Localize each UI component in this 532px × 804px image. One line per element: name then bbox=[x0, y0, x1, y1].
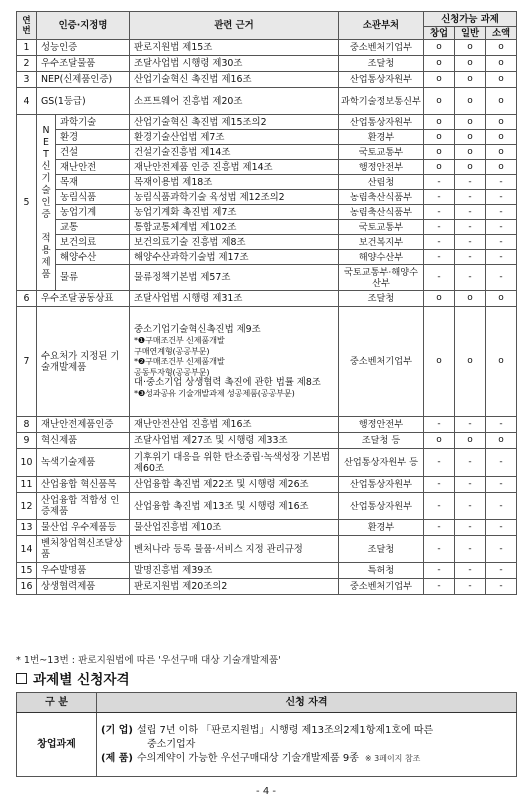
mark-small: o bbox=[486, 307, 517, 417]
row-basis: 환경기술산업법 제7조 bbox=[130, 130, 339, 145]
net-label-char: 술 bbox=[41, 184, 51, 196]
mark-small: - bbox=[486, 520, 517, 536]
mark-general: - bbox=[455, 220, 486, 235]
row-basis: 산업기술혁신 촉진법 제15조의2 bbox=[130, 115, 339, 130]
table-row bbox=[17, 190, 517, 205]
row-name: 우수조달공동상표 bbox=[37, 291, 130, 307]
table-row bbox=[17, 449, 517, 477]
company-text-cont: 중소기업자 bbox=[147, 738, 196, 750]
row-basis: 조달사업법 시행령 제30조 bbox=[130, 56, 339, 72]
page-number: - 4 - bbox=[256, 786, 276, 797]
mark-small: - bbox=[486, 175, 517, 190]
mark-small: o bbox=[486, 145, 517, 160]
row-dept: 환경부 bbox=[339, 130, 424, 145]
mark-startup: - bbox=[424, 563, 455, 579]
mark-startup: - bbox=[424, 265, 455, 291]
net-field: 농림식품 bbox=[56, 190, 130, 205]
product-tag: (제 품) bbox=[101, 752, 133, 764]
mark-startup: - bbox=[424, 477, 455, 493]
checkbox-square-icon bbox=[16, 673, 27, 684]
table-row bbox=[17, 307, 517, 417]
table-row bbox=[17, 520, 517, 536]
mark-startup: - bbox=[424, 417, 455, 433]
basis-main2: 대·중소기업 상생협력 촉진에 관한 법률 제8조 bbox=[134, 377, 321, 389]
mark-small: - bbox=[486, 220, 517, 235]
row-no: 12 bbox=[17, 493, 37, 520]
net-field: 환경 bbox=[56, 130, 130, 145]
row-dept: 산림청 bbox=[339, 175, 424, 190]
row-no: 7 bbox=[17, 307, 37, 417]
row-no: 10 bbox=[17, 449, 37, 477]
net-label-char: 용 bbox=[41, 244, 51, 256]
mark-small: - bbox=[486, 250, 517, 265]
row-basis: 건설기술진흥법 제14조 bbox=[130, 145, 339, 160]
mark-small: - bbox=[486, 205, 517, 220]
net-label-char: 품 bbox=[41, 268, 51, 280]
mark-startup: - bbox=[424, 536, 455, 563]
table-row bbox=[17, 205, 517, 220]
row-no: 8 bbox=[17, 417, 37, 433]
table-footnote: * 1번~13번 : 판로지원법에 따른 '우선구매 대상 기술개발제품' bbox=[16, 655, 281, 666]
table-row bbox=[17, 88, 517, 115]
row-dept: 행정안전부 bbox=[339, 417, 424, 433]
row-name: 산업융합 적합성 인증제품 bbox=[37, 493, 130, 520]
row-dept: 환경부 bbox=[339, 520, 424, 536]
net-field: 교통 bbox=[56, 220, 130, 235]
mark-general: - bbox=[455, 190, 486, 205]
mark-small: o bbox=[486, 115, 517, 130]
row-dept: 과학기술정보통신부 bbox=[339, 88, 424, 115]
basis-sub1: *❶구매조건부 신제품개발 bbox=[134, 335, 225, 346]
table-row bbox=[17, 250, 517, 265]
mark-startup: - bbox=[424, 449, 455, 477]
mark-startup: - bbox=[424, 190, 455, 205]
row-dept: 행정안전부 bbox=[339, 160, 424, 175]
mark-startup: o bbox=[424, 72, 455, 88]
mark-small: - bbox=[486, 235, 517, 250]
net-label-char: 인 bbox=[41, 196, 51, 208]
row-dept: 국토교통부 bbox=[339, 220, 424, 235]
mark-general: - bbox=[455, 563, 486, 579]
row-dept: 보건복지부 bbox=[339, 235, 424, 250]
net-vertical-label bbox=[37, 115, 56, 291]
table-row bbox=[17, 56, 517, 72]
row-dept: 국토교통부·해양수산부 bbox=[339, 265, 424, 291]
table-row bbox=[17, 579, 517, 595]
mark-startup: - bbox=[424, 235, 455, 250]
net-field: 보건의료 bbox=[56, 235, 130, 250]
row-dept: 중소벤처기업부 bbox=[339, 40, 424, 56]
mark-small: o bbox=[486, 130, 517, 145]
section-title: 과제별 신청자격 bbox=[33, 672, 130, 688]
row-basis: 산업기술혁신 촉진법 제16조 bbox=[130, 72, 339, 88]
header-eligibility: 신청 자격 bbox=[97, 693, 517, 713]
mark-general: o bbox=[455, 72, 486, 88]
row-basis: 재난안전제품 인증 진흥법 제14조 bbox=[130, 160, 339, 175]
row-dept: 조달청 bbox=[339, 291, 424, 307]
eligibility-cell bbox=[97, 713, 517, 777]
net-label-char: 기 bbox=[41, 172, 51, 184]
section-heading bbox=[16, 668, 130, 688]
table-row bbox=[17, 433, 517, 449]
product-note: ※ 3페이지 참조 bbox=[364, 753, 421, 763]
mark-general: - bbox=[455, 536, 486, 563]
mark-general: o bbox=[455, 115, 486, 130]
mark-general: o bbox=[455, 307, 486, 417]
row-no: 15 bbox=[17, 563, 37, 579]
row-dept: 농림축산식품부 bbox=[339, 190, 424, 205]
net-field: 재난안전 bbox=[56, 160, 130, 175]
company-tag: (기 업) bbox=[101, 724, 133, 736]
row-basis: 보건의료기술 진흥법 제8조 bbox=[130, 235, 339, 250]
row-basis: 물산업진흥법 제10조 bbox=[130, 520, 339, 536]
certification-table bbox=[16, 11, 517, 595]
row-name: 혁신제품 bbox=[37, 433, 130, 449]
row-name: 재난안전제품인증 bbox=[37, 417, 130, 433]
row-dept: 산업통상자원부 bbox=[339, 115, 424, 130]
row-basis: 목재이용법 제18조 bbox=[130, 175, 339, 190]
mark-general: - bbox=[455, 520, 486, 536]
net-field: 해양수산 bbox=[56, 250, 130, 265]
mark-general: - bbox=[455, 579, 486, 595]
row-no: 14 bbox=[17, 536, 37, 563]
row-no: 6 bbox=[17, 291, 37, 307]
row-name: 벤처창업혁신조달상품 bbox=[37, 536, 130, 563]
row-dept: 중소벤처기업부 bbox=[339, 579, 424, 595]
mark-general: o bbox=[455, 130, 486, 145]
mark-small: o bbox=[486, 160, 517, 175]
row-name: 성능인증 bbox=[37, 40, 130, 56]
mark-small: - bbox=[486, 493, 517, 520]
table-row bbox=[17, 115, 517, 130]
table-row bbox=[17, 235, 517, 250]
table-row bbox=[17, 493, 517, 520]
mark-general: o bbox=[455, 88, 486, 115]
net-label-char: T bbox=[43, 148, 49, 160]
row-basis: 통합교통체계법 제102조 bbox=[130, 220, 339, 235]
row-name: 상생협력제품 bbox=[37, 579, 130, 595]
mark-startup: - bbox=[424, 520, 455, 536]
basis-sub1b: 구매연계형(공공부문) bbox=[134, 345, 210, 356]
mark-startup: - bbox=[424, 493, 455, 520]
category-cell: 창업과제 bbox=[17, 713, 97, 777]
mark-startup: - bbox=[424, 579, 455, 595]
row-name: NEP(신제품인증) bbox=[37, 72, 130, 88]
row-basis: 소프트웨어 진흥법 제20조 bbox=[130, 88, 339, 115]
row-dept: 조달청 등 bbox=[339, 433, 424, 449]
mark-small: o bbox=[486, 40, 517, 56]
row-basis: 조달사업법 제27조 및 시행령 제33조 bbox=[130, 433, 339, 449]
header-startup: 창업 bbox=[424, 27, 455, 40]
row-name: 수요처가 지정된 기술개발제품 bbox=[37, 307, 130, 417]
table-row bbox=[17, 220, 517, 235]
table-row bbox=[17, 130, 517, 145]
net-field: 물류 bbox=[56, 265, 130, 291]
mark-small: - bbox=[486, 536, 517, 563]
table-row bbox=[17, 265, 517, 291]
row-no: 9 bbox=[17, 433, 37, 449]
row-basis: 농업기계화 촉진법 제7조 bbox=[130, 205, 339, 220]
row-no: 3 bbox=[17, 72, 37, 88]
table-row bbox=[17, 40, 517, 56]
mark-general: - bbox=[455, 493, 486, 520]
table-row bbox=[17, 417, 517, 433]
mark-small: - bbox=[486, 190, 517, 205]
header-eligible: 신청가능 과제 bbox=[424, 12, 517, 27]
row-name: 산업융합 혁신품목 bbox=[37, 477, 130, 493]
net-label-gap bbox=[39, 221, 53, 233]
row-name: 우수조달물품 bbox=[37, 56, 130, 72]
row-dept: 조달청 bbox=[339, 56, 424, 72]
row-basis: 벤처나라 등록 물품·서비스 지정 관리규정 bbox=[130, 536, 339, 563]
mark-startup: o bbox=[424, 433, 455, 449]
table-row bbox=[17, 145, 517, 160]
mark-general: - bbox=[455, 449, 486, 477]
row-basis: 기후위기 대응을 위한 탄소중립·녹색성장 기본법 제60조 bbox=[130, 449, 339, 477]
mark-general: o bbox=[455, 40, 486, 56]
row-no: 4 bbox=[17, 88, 37, 115]
row-basis: 해양수산과학기술법 제17조 bbox=[130, 250, 339, 265]
mark-startup: - bbox=[424, 220, 455, 235]
mark-small: o bbox=[486, 88, 517, 115]
row-name: 우수발명품 bbox=[37, 563, 130, 579]
row-no: 2 bbox=[17, 56, 37, 72]
mark-general: - bbox=[455, 250, 486, 265]
table-row bbox=[17, 160, 517, 175]
mark-startup: o bbox=[424, 115, 455, 130]
mark-startup: o bbox=[424, 160, 455, 175]
row-no: 5 bbox=[17, 115, 37, 291]
header-dept: 소관부처 bbox=[339, 12, 424, 40]
company-text: 설립 7년 이하 「판로지원법」시행령 제13조의2제1항제1호에 따른 bbox=[136, 724, 434, 736]
header-cert: 인증·지정명 bbox=[37, 12, 130, 40]
row7-basis bbox=[130, 307, 339, 417]
row-basis: 물류정책기본법 제57조 bbox=[130, 265, 339, 291]
header-basis: 관련 근거 bbox=[130, 12, 339, 40]
mark-startup: o bbox=[424, 130, 455, 145]
mark-small: o bbox=[486, 72, 517, 88]
net-label-char: 적 bbox=[41, 232, 51, 244]
row-dept: 특허청 bbox=[339, 563, 424, 579]
mark-general: o bbox=[455, 160, 486, 175]
mark-startup: - bbox=[424, 250, 455, 265]
row-no: 13 bbox=[17, 520, 37, 536]
mark-small: - bbox=[486, 417, 517, 433]
net-label-char: 신 bbox=[41, 160, 51, 172]
mark-general: - bbox=[455, 417, 486, 433]
mark-general: - bbox=[455, 477, 486, 493]
basis-sub3: *❸성과공유 기술개발과제 성공제품(공공부문) bbox=[134, 388, 295, 399]
mark-small: o bbox=[486, 433, 517, 449]
net-label-char: 제 bbox=[41, 256, 51, 268]
row-basis: 발명진흥법 제39조 bbox=[130, 563, 339, 579]
mark-small: o bbox=[486, 56, 517, 72]
row-basis: 재난안전산업 진흥법 제16조 bbox=[130, 417, 339, 433]
mark-small: o bbox=[486, 291, 517, 307]
table-row bbox=[17, 563, 517, 579]
basis-sub2b: 공동투자형(공공부문) bbox=[134, 366, 210, 377]
row-dept: 조달청 bbox=[339, 536, 424, 563]
net-label-char: N bbox=[42, 124, 50, 136]
mark-general: o bbox=[455, 291, 486, 307]
eligibility-table bbox=[16, 692, 517, 777]
header-small: 소액 bbox=[486, 27, 517, 40]
row-dept: 산업통상자원부 등 bbox=[339, 449, 424, 477]
row-name: GS(1등급) bbox=[37, 88, 130, 115]
row-basis: 판로지원법 제20조의2 bbox=[130, 579, 339, 595]
mark-startup: o bbox=[424, 307, 455, 417]
mark-startup: - bbox=[424, 205, 455, 220]
row-dept: 산업통상자원부 bbox=[339, 477, 424, 493]
mark-general: - bbox=[455, 175, 486, 190]
mark-startup: o bbox=[424, 40, 455, 56]
header-category: 구 분 bbox=[17, 693, 97, 713]
net-label-char: 증 bbox=[41, 208, 51, 220]
mark-general: - bbox=[455, 235, 486, 250]
table-row bbox=[17, 477, 517, 493]
row-dept: 중소벤처기업부 bbox=[339, 307, 424, 417]
eligibility-line-product bbox=[101, 752, 512, 766]
row-basis: 조달사업법 시행령 제31조 bbox=[130, 291, 339, 307]
table-row bbox=[17, 291, 517, 307]
mark-small: - bbox=[486, 477, 517, 493]
row-basis: 산업융합 촉진법 제22조 및 시행령 제26조 bbox=[130, 477, 339, 493]
mark-startup: - bbox=[424, 175, 455, 190]
net-field: 목재 bbox=[56, 175, 130, 190]
net-field: 과학기술 bbox=[56, 115, 130, 130]
row-name: 녹색기술제품 bbox=[37, 449, 130, 477]
row-dept: 해양수산부 bbox=[339, 250, 424, 265]
header-no: 연번 bbox=[17, 12, 37, 40]
mark-general: o bbox=[455, 145, 486, 160]
table-row bbox=[17, 536, 517, 563]
mark-startup: o bbox=[424, 56, 455, 72]
row-no: 11 bbox=[17, 477, 37, 493]
mark-startup: o bbox=[424, 145, 455, 160]
row-dept: 산업통상자원부 bbox=[339, 493, 424, 520]
mark-small: - bbox=[486, 449, 517, 477]
mark-startup: o bbox=[424, 88, 455, 115]
mark-small: - bbox=[486, 265, 517, 291]
mark-general: o bbox=[455, 56, 486, 72]
net-field: 농업기계 bbox=[56, 205, 130, 220]
mark-small: - bbox=[486, 579, 517, 595]
table-row bbox=[17, 72, 517, 88]
mark-small: - bbox=[486, 563, 517, 579]
row-no: 1 bbox=[17, 40, 37, 56]
header-general: 일반 bbox=[455, 27, 486, 40]
table-row bbox=[17, 175, 517, 190]
net-field: 건설 bbox=[56, 145, 130, 160]
basis-main: 중소기업기술혁신촉진법 제9조 bbox=[134, 324, 261, 336]
row-name: 물산업 우수제품등 bbox=[37, 520, 130, 536]
mark-general: - bbox=[455, 205, 486, 220]
mark-general: o bbox=[455, 433, 486, 449]
row-dept: 농림축산식품부 bbox=[339, 205, 424, 220]
row-basis: 농림식품과학기술 육성법 제12조의2 bbox=[130, 190, 339, 205]
net-label-char: E bbox=[43, 136, 49, 148]
mark-startup: o bbox=[424, 291, 455, 307]
row-dept: 국토교통부 bbox=[339, 145, 424, 160]
row-no: 16 bbox=[17, 579, 37, 595]
basis-sub2: *❷구매조건부 신제품개발 bbox=[134, 356, 225, 367]
row-dept: 산업통상자원부 bbox=[339, 72, 424, 88]
eligibility-line-company bbox=[101, 724, 512, 738]
table-row bbox=[17, 713, 517, 777]
row-basis: 판로지원법 제15조 bbox=[130, 40, 339, 56]
row-basis: 산업융합 촉진법 제13조 및 시행령 제16조 bbox=[130, 493, 339, 520]
product-text: 수의계약이 가능한 우선구매대상 기술개발제품 9종 bbox=[136, 752, 359, 764]
mark-general: - bbox=[455, 265, 486, 291]
